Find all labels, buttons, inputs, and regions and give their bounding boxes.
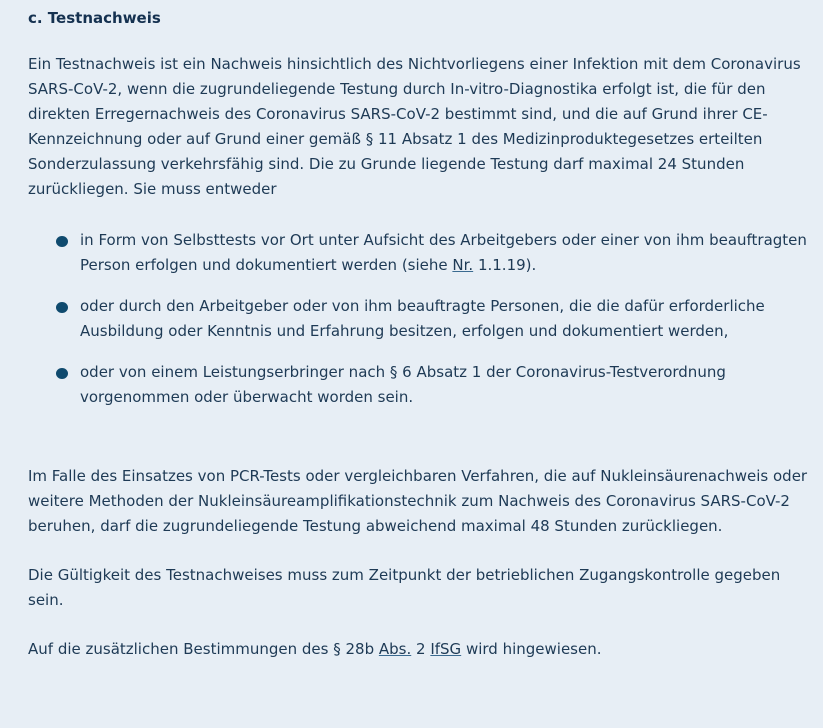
document-content: [28, 4, 808, 686]
abs-link[interactable]: Abs.: [378, 640, 412, 658]
list-item: [28, 294, 808, 344]
requirement-list: [28, 228, 808, 410]
list-item: [28, 228, 808, 278]
bullet-icon: [56, 302, 68, 313]
final-text-mid: 2: [411, 640, 431, 658]
final-text-start: Auf die zusätzlichen Bestimmungen des § 28b: [28, 640, 379, 658]
nr-link[interactable]: Nr.: [452, 256, 474, 274]
list-item-text: in Form von Selbsttests vor Ort unter Aufsicht des Arbeitgebers oder einer von ihm beauftragten Person erfolgen und dokumentiert werden (siehe: [80, 231, 807, 274]
final-paragraph: [28, 637, 808, 662]
pcr-paragraph: Im Falle des Einsatzes von PCR-Tests oder vergleichbaren Verfahren, die auf Nukleinsäurenachweis oder weitere Methoden der Nukleinsäureamplifikationstechnik zum Nachweis des Coronavirus SARS-CoV-2 beruhen, darf die zugrundeliegende Testung abweichend maximal 48 Stunden zurückliegen.: [28, 467, 808, 535]
list-item-text-end: 1.1.19).: [473, 256, 537, 274]
final-text-end: wird hingewiesen.: [461, 640, 602, 658]
list-item-text: oder durch den Arbeitgeber oder von ihm beauftragte Personen, die die dafür erforderliche Ausbildung oder Kenntnis und Erfahrung besitzen, erfolgen und dokumentiert werden,: [80, 297, 765, 340]
list-item: [28, 360, 808, 410]
section-heading: c. Testnachweis: [28, 9, 161, 27]
bullet-icon: [56, 368, 68, 379]
validity-paragraph: Die Gültigkeit des Testnachweises muss zum Zeitpunkt der betrieblichen Zugangskontrolle gegeben sein.: [28, 566, 781, 609]
intro-paragraph: Ein Testnachweis ist ein Nachweis hinsichtlich des Nichtvorliegens einer Infektion mit dem Coronavirus SARS-CoV-2, wenn die zugrundeliegende Testung durch In-vitro-Diagnostika erfolgt ist, die für den direkten Erregernachweis des Coronavirus SARS-CoV-2 bestimmt sind, und die auf Grund ihrer CE-Kennzeichnung oder auf Grund einer gemäß § 11 Absatz 1 des Medizinproduktegesetzes erteilten Sonderzulassung verkehrsfähig sind. Die zu Grunde liegende Testung darf maximal 24 Stunden zurückliegen. Sie muss entweder: [28, 55, 801, 198]
ifsg-link[interactable]: IfSG: [430, 640, 462, 658]
bullet-icon: [56, 236, 68, 247]
list-item-text: oder von einem Leistungserbringer nach § 6 Absatz 1 der Coronavirus-Testverordnung vorgenommen oder überwacht worden sein.: [80, 363, 726, 406]
